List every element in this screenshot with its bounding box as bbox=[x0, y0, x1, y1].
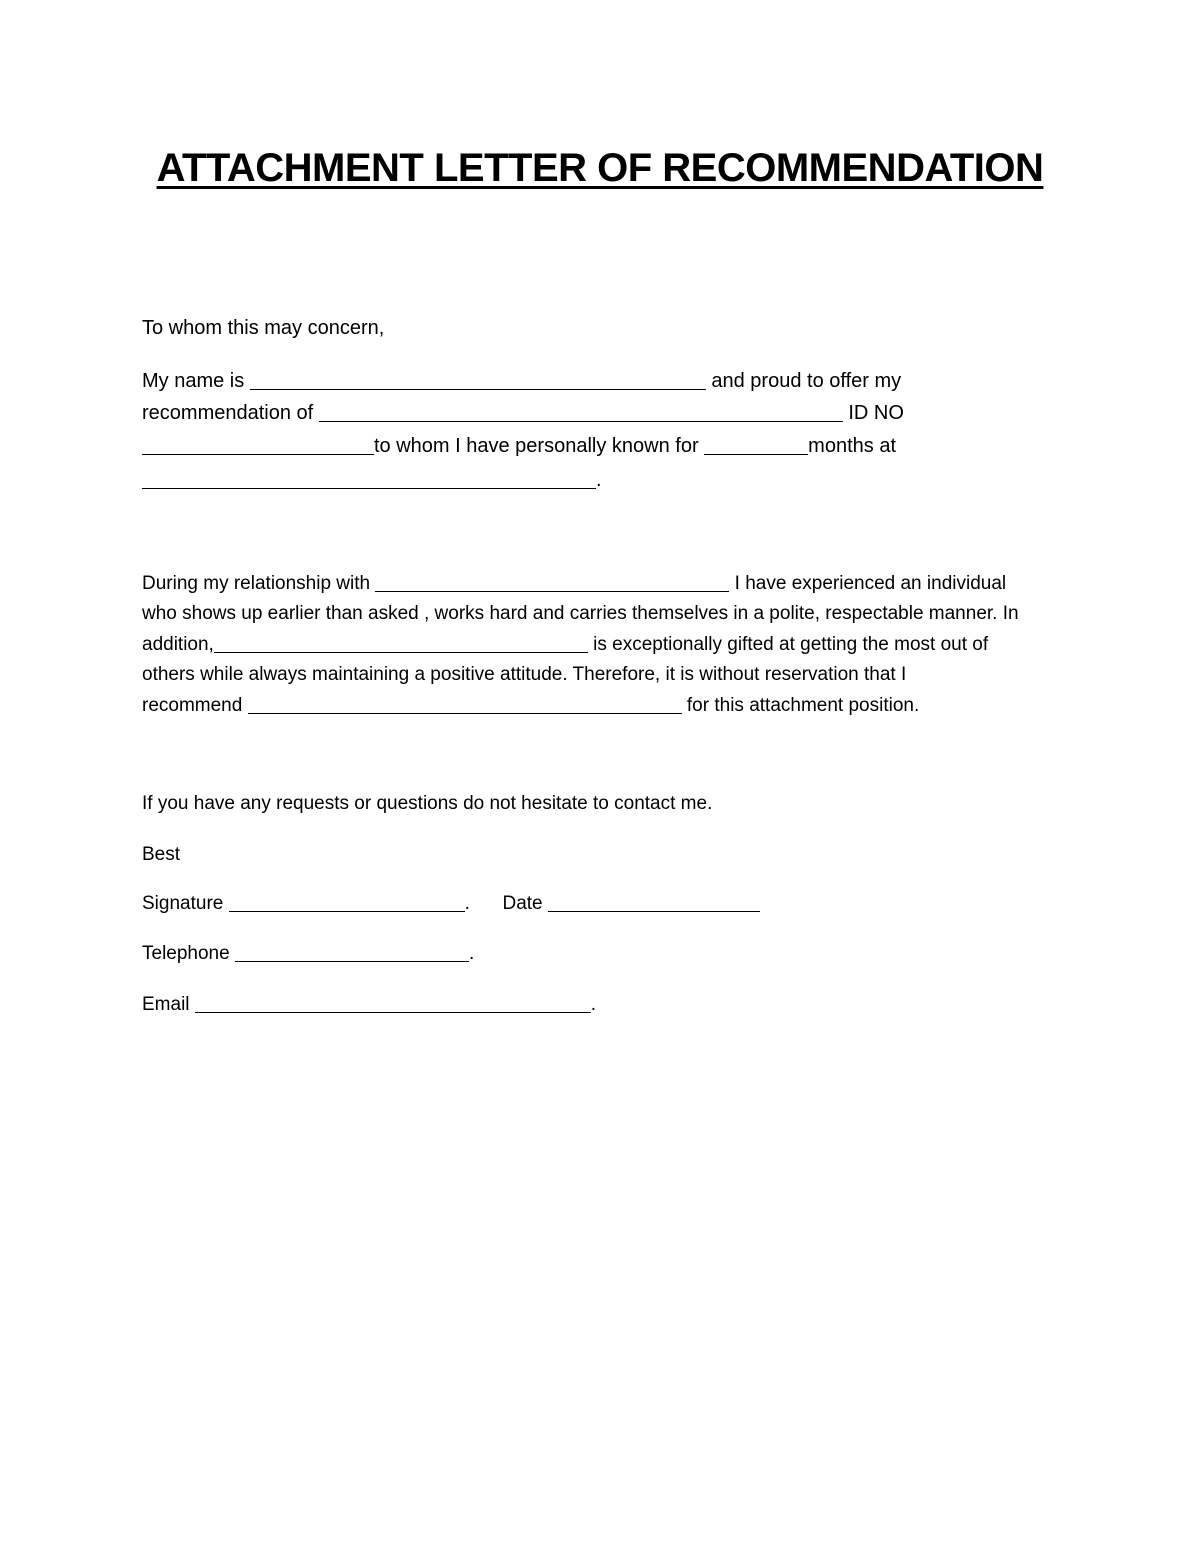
telephone-label: Telephone bbox=[142, 943, 230, 964]
addition-name-blank[interactable] bbox=[214, 634, 588, 653]
paragraph2-line3 bbox=[142, 633, 988, 657]
email-label: Email bbox=[142, 994, 190, 1015]
paragraph2-line5 bbox=[142, 694, 919, 718]
email-period: . bbox=[590, 994, 597, 1015]
paragraph1-line4 bbox=[142, 468, 602, 492]
recommend-name-blank[interactable] bbox=[248, 695, 682, 714]
relationship-text: During my relationship with bbox=[142, 573, 371, 594]
signature-period: . bbox=[464, 893, 470, 914]
telephone-blank[interactable] bbox=[235, 943, 469, 962]
name-label: My name is bbox=[142, 370, 245, 392]
recommendee-blank[interactable] bbox=[319, 403, 843, 422]
id-number-blank[interactable] bbox=[142, 436, 374, 455]
id-no-label: ID NO bbox=[848, 402, 904, 424]
signature-blank[interactable] bbox=[229, 893, 465, 912]
paragraph1-line2 bbox=[142, 401, 904, 425]
months-at-text: months at bbox=[808, 435, 896, 457]
relationship-name-blank[interactable] bbox=[375, 573, 729, 592]
position-text: for this attachment position. bbox=[686, 695, 920, 716]
paragraph2-line2: who shows up earlier than asked , works hard and carries themselves in a polite, respectable manner. In bbox=[142, 603, 1019, 624]
salutation: To whom this may concern, bbox=[142, 317, 385, 339]
email-row bbox=[142, 993, 596, 1017]
signature-row bbox=[142, 892, 760, 916]
organization-blank[interactable] bbox=[142, 470, 596, 489]
months-blank[interactable] bbox=[704, 436, 808, 455]
recommendation-of-label: recommendation of bbox=[142, 402, 314, 424]
contact-line: If you have any requests or questions do not hesitate to contact me. bbox=[142, 793, 713, 814]
period: . bbox=[596, 469, 602, 491]
telephone-row bbox=[142, 942, 474, 966]
signature-label: Signature bbox=[142, 893, 224, 914]
recommend-text: recommend bbox=[142, 695, 243, 716]
gifted-text: is exceptionally gifted at getting the most out of bbox=[593, 634, 989, 655]
date-label: Date bbox=[502, 893, 543, 914]
paragraph1-line3 bbox=[142, 434, 896, 458]
addition-text: addition, bbox=[142, 634, 214, 655]
name-blank[interactable] bbox=[250, 371, 706, 390]
page-title: ATTACHMENT LETTER OF RECOMMENDATION bbox=[156, 146, 1044, 190]
paragraph2-line1 bbox=[142, 572, 1006, 596]
paragraph2-line4: others while always maintaining a positive attitude. Therefore, it is without reservation that I bbox=[142, 664, 907, 685]
known-for-text: to whom I have personally known for bbox=[374, 435, 699, 457]
date-blank[interactable] bbox=[548, 893, 760, 912]
proud-text: and proud to offer my bbox=[711, 370, 902, 392]
telephone-period: . bbox=[468, 943, 475, 964]
email-blank[interactable] bbox=[195, 994, 591, 1013]
paragraph1-line1 bbox=[142, 369, 901, 393]
closing: Best bbox=[142, 844, 181, 865]
experienced-text: I have experienced an individual bbox=[734, 573, 1007, 594]
